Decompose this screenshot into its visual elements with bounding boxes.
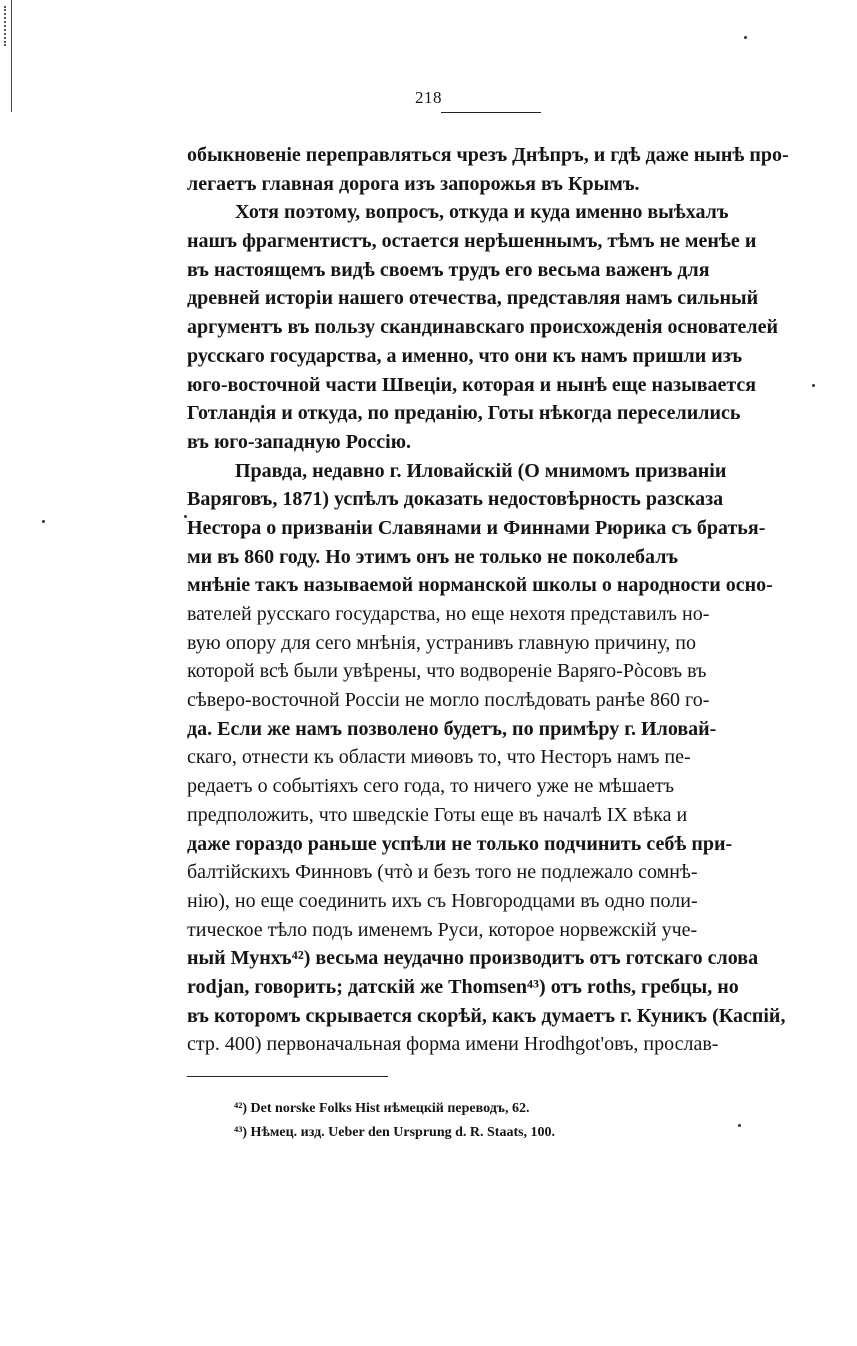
text-line: которой всѣ были увѣрены, что водворенiе Варяго-Рòсовъ въ — [187, 660, 707, 683]
text-line: юго-восточной части Швецiи, которая и нынѣ еще называется — [187, 373, 757, 396]
text-line: ный Мунхъ⁴²) весьма неудачно производитъ отъ готскаго слова — [187, 947, 759, 970]
text-line: вую опору для сего мнѣнiя, устранивъ главную причину, по — [187, 631, 697, 654]
text-line: древней исторiи нашего отечества, представляя намъ сильный — [187, 287, 759, 310]
text-line: въ которомъ скрывается скорѣй, какъ думаетъ г. Куникъ (Каспiй, — [187, 1004, 786, 1027]
text-line: вателей русскаго государства, но еще нехотя представилъ но- — [187, 603, 710, 625]
text-line: мнѣнiе такъ называемой норманской школы о народности осно- — [187, 574, 773, 597]
text-line: нiю), но еще соединить ихъ съ Новгородцами въ одно поли- — [187, 889, 698, 912]
header-rule — [441, 112, 541, 113]
body-text — [187, 141, 811, 1059]
text-line: нашъ фрагментистъ, остается нерѣшеннымъ, тѣмъ не менѣе и — [187, 230, 757, 253]
text-line: тическое тѣло подъ именемъ Руси, которое норвежскiй уче- — [187, 918, 698, 941]
speck — [744, 36, 747, 39]
text-line: Нестора о призванiи Славянами и Финнами Рюрика съ братья- — [187, 516, 766, 539]
text-line: Правда, недавно г. Иловайскiй (О мнимомъ призванiи — [235, 459, 727, 482]
text-line: стр. 400) первоначальная форма имени Hrodhgot'овъ, прослав- — [187, 1033, 719, 1056]
text-line: скаго, отнести къ области миѳовъ то, что Несторъ намъ пе- — [187, 746, 691, 769]
page-number: 218 — [415, 88, 442, 107]
text-line: редаетъ о событiяхъ сего года, то ничего уже не мѣшаетъ — [187, 775, 675, 798]
footnote: ⁴³) Нѣмец. изд. Ueber den Ursprung d. R. Staats, 100. — [234, 1125, 556, 1140]
text-line: предположить, что шведскiе Готы еще въ началѣ IX вѣка и — [187, 803, 688, 826]
text-line: обыкновенiе переправляться чрезъ Днѣпръ, и гдѣ даже нынѣ про- — [187, 144, 789, 166]
text-line: русскаго государства, а именно, что они къ намъ пришли изъ — [187, 344, 743, 367]
text-line: rodjan, говорить; датскiй же Thomsen⁴³) отъ roths, гребцы, но — [187, 975, 739, 998]
text-line: даже гораздо раньше успѣли не только подчинить себѣ при- — [187, 832, 733, 855]
text-line: Готландiя и откуда, по преданiю, Готы нѣкогда переселились — [187, 402, 741, 425]
text-line: балтiйскихъ Финновъ (чтò и безъ того не подлежало сомнѣ- — [187, 861, 698, 884]
footnote: ⁴²) Det norske Folks Hist нѣмецкiй переводъ, 62. — [234, 1101, 530, 1116]
text-line: легаетъ главная дорога изъ запорожья въ Крымъ. — [187, 172, 640, 195]
text-line: въ юго-западную Россiю. — [187, 430, 412, 453]
text-line: Варяговъ, 1871) успѣлъ доказать недостовѣрность разсказа — [187, 488, 724, 511]
text-line: сѣверо-восточной Россiи не могло послѣдовать ранѣе 860 го- — [187, 689, 710, 712]
text-line: да. Если же намъ позволено будетъ, по примѣру г. Иловай- — [187, 717, 717, 740]
left-margin-dots — [4, 6, 10, 46]
text-line: ми въ 860 году. Но этимъ онъ не только не поколебалъ — [187, 545, 679, 568]
text-line: аргументъ въ пользу скандинавскаго происхожденiя основателей — [187, 316, 779, 339]
speck — [42, 520, 45, 523]
text-line: въ настоящемъ видѣ своемъ трудъ его весьма важенъ для — [187, 258, 710, 281]
text-line: Хотя поэтому, вопросъ, откуда и куда именно выѣхалъ — [235, 201, 729, 224]
footnote-rule — [187, 1076, 388, 1077]
speck — [812, 384, 815, 387]
footnotes — [234, 1097, 794, 1145]
